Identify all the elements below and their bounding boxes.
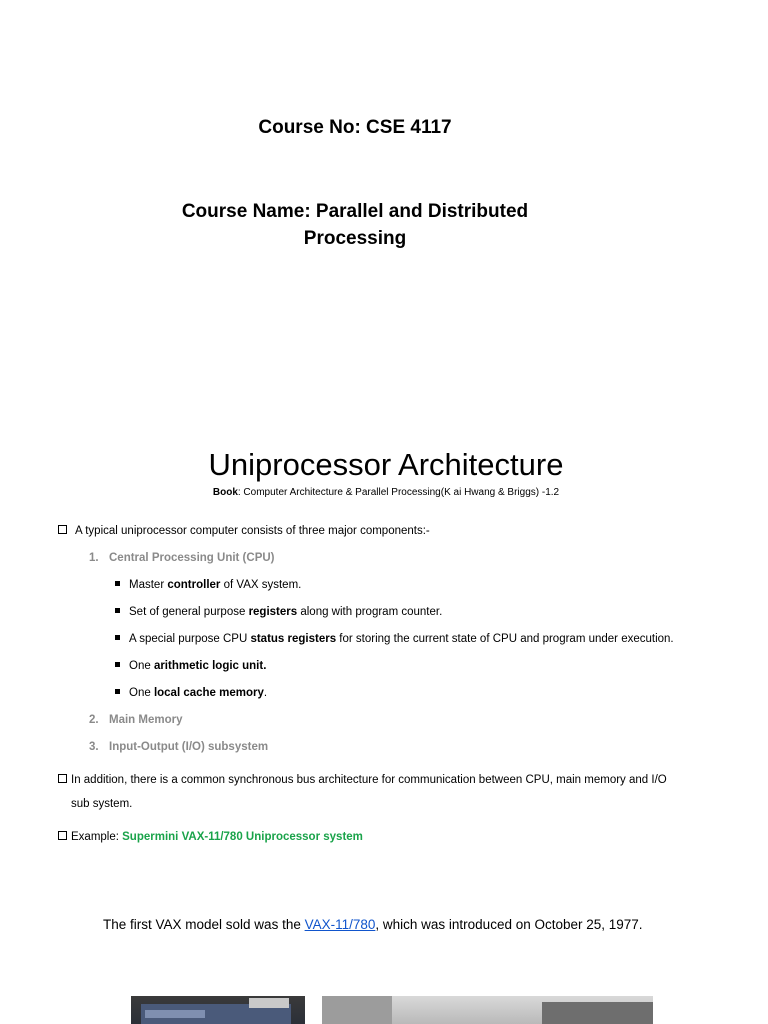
checkbox-square-icon <box>58 525 67 534</box>
cpu-point-text: for storing the current state of CPU and program under execution. <box>336 633 674 645</box>
square-bullet-icon <box>115 689 120 694</box>
cpu-point-text: along with program counter. <box>297 606 443 618</box>
book-label: Book <box>212 487 238 498</box>
cpu-point-2 <box>115 606 442 618</box>
section-title: Uniprocessor Architecture <box>208 447 564 482</box>
component-number: 1. <box>89 552 99 564</box>
bus-paragraph <box>58 774 748 810</box>
component-number: 3. <box>89 741 99 753</box>
course-name <box>0 198 710 252</box>
course-number: Course No: CSE 4117 <box>258 117 452 138</box>
cpu-point-bold: registers <box>248 606 298 618</box>
cpu-point-text: One <box>129 687 154 699</box>
bus-line-2: sub system. <box>71 798 133 810</box>
component-item-3 <box>89 741 268 753</box>
component-label: Input-Output (I/O) subsystem <box>109 741 269 753</box>
course-name-line2: Processing <box>303 228 407 249</box>
bus-line-1 <box>58 774 748 786</box>
component-label: Central Processing Unit (CPU) <box>109 552 275 564</box>
course-name-line1: Course Name: Parallel and Distributed <box>181 201 529 222</box>
example-item <box>58 831 363 843</box>
component-item-2 <box>89 714 183 726</box>
square-bullet-icon <box>115 635 120 640</box>
cpu-point-text: of VAX system. <box>220 579 302 591</box>
cpu-point-text: One <box>129 660 154 672</box>
example-value: Supermini VAX-11/780 Uniprocessor system <box>122 831 363 843</box>
vax-text-post: , which was introduced on October 25, 1977. <box>375 917 643 932</box>
cpu-point-text: A special purpose CPU <box>129 633 251 645</box>
cpu-point-text: Master <box>129 579 168 591</box>
cpu-point-4 <box>115 660 266 672</box>
cpu-point-3 <box>115 633 674 645</box>
intro-text: A typical uniprocessor computer consists of three major components:- <box>75 525 430 537</box>
cpu-point-5 <box>115 687 267 699</box>
square-bullet-icon <box>115 581 120 586</box>
vax-text-pre: The first VAX model sold was the <box>103 917 305 932</box>
checkbox-square-icon <box>58 774 67 783</box>
component-item-1 <box>89 552 275 564</box>
cpu-point-text: . <box>263 687 268 699</box>
cpu-point-bold: arithmetic logic unit. <box>153 660 267 672</box>
component-number: 2. <box>89 714 99 726</box>
book-reference <box>0 487 768 498</box>
vax-photo-1 <box>131 996 305 1024</box>
bus-text: In addition, there is a common synchronous bus architecture for communication between CPU, main memory and I/O <box>71 774 667 786</box>
cpu-point-1 <box>115 579 301 591</box>
vax-link[interactable]: VAX-11/780 <box>304 917 376 932</box>
square-bullet-icon <box>115 662 120 667</box>
book-text: : Computer Architecture & Parallel Processing(K ai Hwang & Briggs) -1.2 <box>237 487 560 498</box>
cpu-point-bold: controller <box>167 579 221 591</box>
example-label: Example: <box>71 831 123 843</box>
vax-photo-2 <box>322 996 653 1024</box>
cpu-point-text: Set of general purpose <box>129 606 249 618</box>
cpu-point-bold: local cache memory <box>153 687 264 699</box>
checkbox-square-icon <box>58 831 67 840</box>
intro-item <box>58 525 430 537</box>
cpu-point-bold: status registers <box>250 633 337 645</box>
component-label: Main Memory <box>109 714 183 726</box>
square-bullet-icon <box>115 608 120 613</box>
vax-sentence <box>103 917 643 932</box>
